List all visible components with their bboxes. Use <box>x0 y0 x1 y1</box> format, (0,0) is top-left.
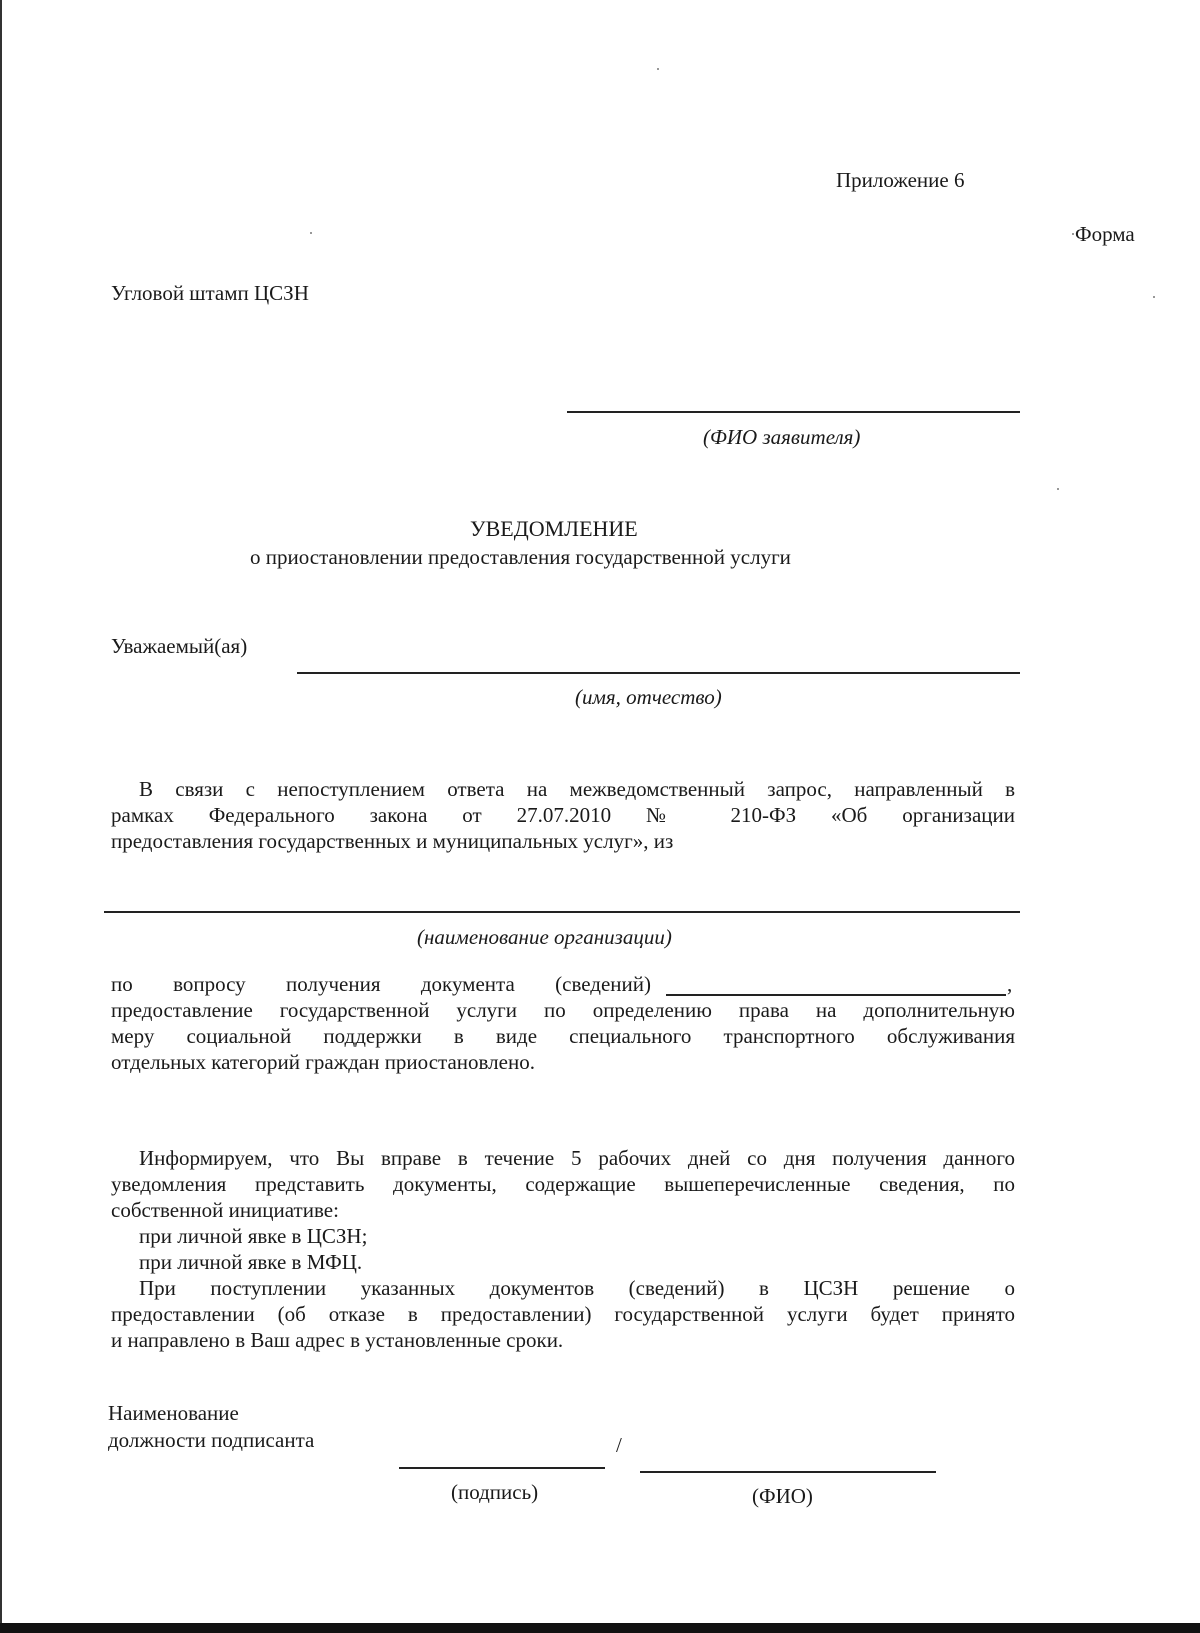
signer-position-label-line1: Наименование <box>108 1401 239 1425</box>
paragraph-line: отдельных категорий граждан приостановлено. <box>111 1050 535 1074</box>
signature-separator: / <box>616 1433 622 1457</box>
signer-position-label-line2: должности подписанта <box>108 1428 315 1452</box>
paragraph-suspension <box>111 997 1015 1075</box>
organization-name-line <box>104 911 1020 913</box>
document-title: УВЕДОМЛЕНИЕ <box>470 516 638 541</box>
signer-name-caption: (ФИО) <box>752 1484 813 1508</box>
paragraph-line: рамках Федерального закона от 27.07.2010 № 210-ФЗ «Об организации <box>111 803 1015 827</box>
paragraph-line: и направлено в Ваш адрес в установленные сроки. <box>111 1328 564 1352</box>
list-item-mfc: при личной явке в МФЦ. <box>139 1250 363 1274</box>
scan-speck <box>1072 233 1074 235</box>
scan-speck <box>1153 296 1155 298</box>
signature-caption: (подпись) <box>451 1480 539 1504</box>
paragraph-line: предоставлении (об отказе в предоставлении) государственной услуги будет принято <box>111 1302 1015 1326</box>
scan-speck <box>310 232 312 234</box>
document-question-text: по вопросу получения документа (сведений) <box>111 972 651 996</box>
scan-speck <box>1057 488 1059 490</box>
scan-speck <box>657 68 659 70</box>
organization-name-caption: (наименование организации) <box>417 925 672 949</box>
appendix-label: Приложение 6 <box>836 168 965 192</box>
greeting-label: Уважаемый(ая) <box>111 634 248 658</box>
paragraph-line: В связи с непоступлением ответа на межведомственный запрос, направленный в <box>139 777 1015 801</box>
paragraph-line: собственной инициативе: <box>111 1198 339 1222</box>
paragraph-interagency-request <box>111 776 1015 854</box>
scan-bottom-edge <box>0 1623 1200 1633</box>
comma: , <box>1007 972 1013 996</box>
paragraph-line: предоставления государственных и муниципальных услуг», из <box>111 829 674 853</box>
paragraph-line: уведомления представить документы, содержащие вышеперечисленные сведения, по <box>111 1172 1015 1196</box>
recipient-name-line <box>297 672 1020 674</box>
paragraph-line: При поступлении указанных документов (сведений) в ЦСЗН решение о <box>139 1276 1015 1300</box>
paragraph-line: предоставление государственной услуги по определению права на дополнительную <box>111 998 1015 1022</box>
signer-name-line <box>640 1471 936 1473</box>
recipient-name-caption: (имя, отчество) <box>575 685 722 709</box>
applicant-name-caption: (ФИО заявителя) <box>703 425 861 449</box>
scan-left-edge <box>0 0 2 1633</box>
paragraph-information <box>111 1145 1015 1353</box>
corner-stamp-label: Угловой штамп ЦСЗН <box>111 281 309 305</box>
document-blank-line <box>666 994 1006 996</box>
paragraph-line: меру социальной поддержки в виде специального транспортного обслуживания <box>111 1024 1015 1048</box>
form-label: Форма <box>1075 222 1135 246</box>
applicant-name-line <box>567 411 1020 413</box>
signature-line <box>399 1467 605 1469</box>
list-item-cszn: при личной явке в ЦСЗН; <box>139 1224 368 1248</box>
document-subtitle: о приостановлении предоставления государственной услуги <box>250 545 791 569</box>
paragraph-line: Информируем, что Вы вправе в течение 5 рабочих дней со дня получения данного <box>139 1146 1015 1170</box>
